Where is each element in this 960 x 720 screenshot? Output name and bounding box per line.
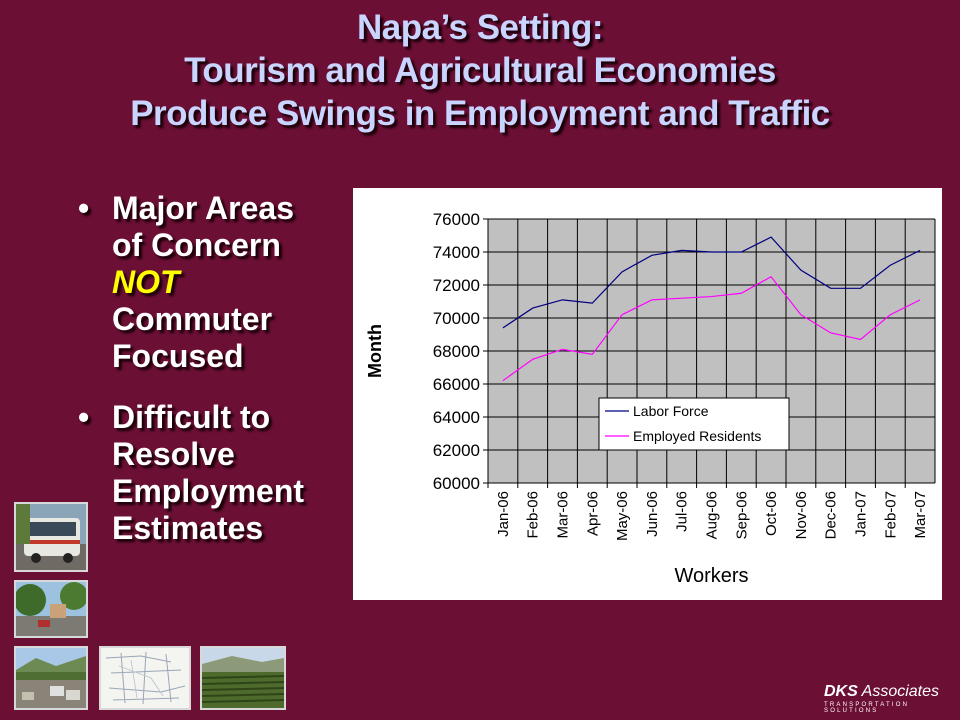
y-tick-label: 64000	[432, 408, 480, 427]
x-tick-label: Mar-06	[554, 491, 572, 539]
chart-svg	[353, 188, 942, 600]
x-tick-label: May-06	[614, 491, 632, 542]
y-tick-label: 74000	[432, 243, 480, 262]
logo-tagline: TRANSPORTATION SOLUTIONS	[824, 702, 910, 714]
x-tick-label: Mar-07	[912, 491, 930, 539]
title-line-1: Napa’s Setting:	[357, 8, 603, 47]
logo-name: Associates	[861, 683, 940, 700]
x-tick-label: Oct-06	[763, 491, 781, 537]
street-photo	[14, 580, 88, 638]
x-tick-label: Aug-06	[703, 491, 721, 540]
employment-chart	[353, 188, 942, 600]
bullet-item-concern	[72, 190, 362, 375]
bullet-icon: •	[78, 190, 90, 226]
bullet-text: Commuter	[112, 301, 273, 337]
bullet-text: of Concern	[112, 227, 281, 263]
bullet-item-employment	[72, 399, 362, 547]
bullet-text: Focused	[112, 338, 244, 374]
x-tick-label: Sep-06	[733, 491, 751, 540]
bus-photo	[14, 502, 88, 572]
y-tick-label: 76000	[432, 210, 480, 229]
dks-logo	[824, 683, 960, 714]
x-tick-label: Apr-06	[584, 491, 602, 537]
y-tick-label: 66000	[432, 375, 480, 394]
x-tick-label: Dec-06	[822, 491, 840, 540]
y-tick-label: 72000	[432, 276, 480, 295]
y-axis-title: Month	[365, 324, 385, 378]
bullet-text: Employment	[112, 473, 305, 509]
road-photo	[14, 646, 88, 710]
bullet-list	[72, 190, 362, 571]
slide-title	[0, 6, 960, 135]
bullet-text: Estimates	[112, 510, 264, 546]
logo-wordmark	[824, 683, 960, 701]
title-line-2: Tourism and Agricultural Economies	[184, 51, 776, 90]
x-tick-label: Jul-06	[673, 491, 691, 532]
bullet-text: Major Areas	[112, 190, 294, 226]
x-tick-label: Jan-06	[494, 491, 512, 537]
logo-brand: DKS	[824, 683, 858, 700]
y-tick-label: 70000	[432, 309, 480, 328]
x-tick-label: Jun-06	[643, 491, 661, 537]
y-tick-label: 62000	[432, 441, 480, 460]
bullet-text: Resolve	[112, 436, 235, 472]
x-tick-label: Feb-07	[882, 491, 900, 539]
y-tick-label: 60000	[432, 474, 480, 493]
x-tick-label: Feb-06	[524, 491, 542, 539]
bullet-emphasis: NOT	[112, 264, 180, 300]
x-tick-label: Nov-06	[792, 491, 810, 540]
bullet-text: Difficult to	[112, 399, 271, 435]
legend-label: Labor Force	[633, 403, 709, 419]
map-photo	[99, 646, 191, 710]
x-tick-label: Jan-07	[852, 491, 870, 537]
legend-label: Employed Residents	[633, 428, 762, 444]
y-tick-label: 68000	[432, 342, 480, 361]
bullet-icon: •	[78, 399, 90, 435]
x-axis-title: Workers	[674, 565, 749, 587]
vineyard-photo	[200, 646, 286, 710]
title-line-3: Produce Swings in Employment and Traffic	[130, 94, 830, 133]
